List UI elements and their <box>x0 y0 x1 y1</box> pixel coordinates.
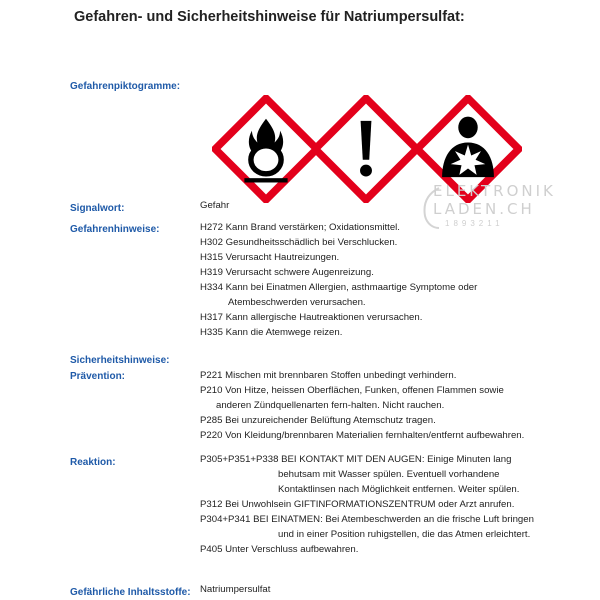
exclamation-mark-icon <box>312 95 420 203</box>
reaction-statement-continuation: behutsam mit Wasser spülen. Eventuell vorhandene <box>278 469 500 480</box>
reaction-statement: P312 Bei Unwohlsein GIFTINFORMATIONSZENTRUM oder Arzt anrufen. <box>200 499 515 510</box>
prevention-statements <box>200 368 524 443</box>
hazard-statements <box>200 220 477 340</box>
hazard-statement: H272 Kann Brand verstärken; Oxidationsmittel. <box>200 222 400 233</box>
watermark-line-2: LADEN.CH <box>433 200 535 218</box>
prevention-statement: P220 Von Kleidung/brennbaren Materialien fernhalten/entfernt aufbewahren. <box>200 430 525 441</box>
hazard-statement: H334 Kann bei Einatmen Allergien, asthmaartige Symptome oder <box>200 282 478 293</box>
prevention-statement: P221 Mischen mit brennbaren Stoffen unbedingt verhindern. <box>200 370 457 381</box>
hazardous-substances-label: Gefährliche Inhaltsstoffe: <box>70 587 191 598</box>
reaction-statement: P305+P351+P338 BEI KONTAKT MIT DEN AUGEN: Einige Minuten lang <box>200 454 512 465</box>
signal-word-value: Gefahr <box>200 200 230 211</box>
hazard-statements-label: Gefahrenhinweise: <box>70 224 160 235</box>
reaction-statements <box>200 452 534 557</box>
hazard-statement: H302 Gesundheitsschädlich bei Verschlucken. <box>200 237 398 248</box>
hazard-statement: H317 Kann allergische Hautreaktionen verursachen. <box>200 312 423 323</box>
reaction-label: Reaktion: <box>70 457 116 468</box>
prevention-label: Prävention: <box>70 371 126 382</box>
reaction-statement: P304+P341 BEI EINATMEN: Bei Atembeschwerden an die frische Luft bringen <box>200 514 534 525</box>
safety-statements-label: Sicherheitshinweise: <box>70 355 170 366</box>
hazard-statement: H335 Kann die Atemwege reizen. <box>200 327 343 338</box>
page-title: Gefahren- und Sicherheitshinweise für Natriumpersulfat: <box>74 9 465 25</box>
prevention-statement: P210 Von Hitze, heissen Oberflächen, Funken, offenen Flammen sowie <box>200 385 504 396</box>
hazard-statement: H315 Verursacht Hautreizungen. <box>200 252 340 263</box>
reaction-statement: P405 Unter Verschluss aufbewahren. <box>200 544 359 555</box>
hazard-statement-continuation: Atembeschwerden verursachen. <box>228 297 366 308</box>
reaction-statement-continuation: Kontaktlinsen nach Möglichkeit entfernen. Weiter spülen. <box>278 484 520 495</box>
watermark-line-1: ELEKTRONIK <box>433 182 556 200</box>
watermark-line-3: 1893211 <box>445 219 504 228</box>
flame-over-circle-icon <box>212 95 320 203</box>
hazardous-substances-value: Natriumpersulfat <box>200 584 271 595</box>
prevention-statement: P285 Bei unzureichender Belüftung Atemschutz tragen. <box>200 415 436 426</box>
pictograms-label: Gefahrenpiktogramme: <box>70 81 181 92</box>
hazard-statement: H319 Verursacht schwere Augenreizung. <box>200 267 374 278</box>
reaction-statement-continuation: und in einer Position ruhigstellen, die das Atmen erleichtert. <box>278 529 531 540</box>
prevention-statement-continuation: anderen Zündquellenarten fern-halten. Nicht rauchen. <box>216 400 445 411</box>
signal-word-label: Signalwort: <box>70 203 125 214</box>
